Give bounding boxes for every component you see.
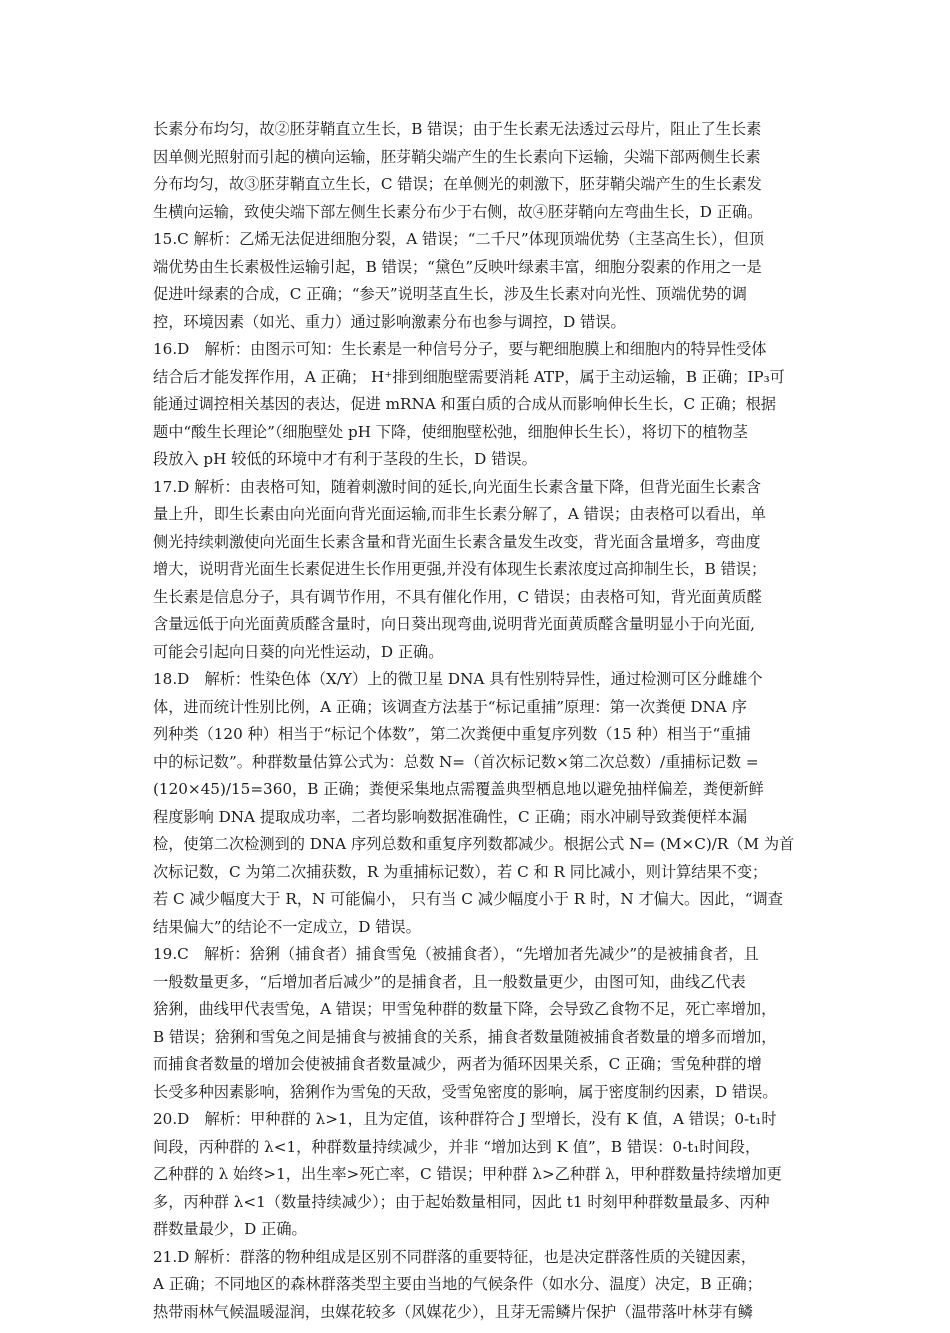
text-line: 控，环境因素（如光、重力）通过影响激素分布也参与调控，D 错误。 — [153, 312, 626, 331]
text-line: 含量远低于向光面黄质醛含量时，向日葵出现弯曲,说明背光面黄质醛含量明显小于向光面, — [153, 615, 755, 633]
text-line: 体，进而统计性别比例，A 正确；该调查方法基于“标记重捕”原理：第一次粪便 DNA 序 — [153, 697, 747, 716]
text-line: 18.D 解析：性染色体（X/Y）上的微卫星 DNA 具有性别特异性，通过检测可区分雌雄个 — [153, 670, 763, 688]
text-line: 19.C 解析：猞猁（捕食者）捕食雪兔（被捕食者），“先增加者先减少”的是被捕食者，且 — [153, 945, 759, 963]
text-line: 长受多种因素影响，猞猁作为雪兔的天敌，受雪兔密度的影响，属于密度制约因素，D 错误。 — [153, 1082, 778, 1101]
document-page — [153, 116, 799, 1326]
text-line: 20.D 解析：甲种群的 λ>1，且为定值，该种群符合 J 型增长，没有 K 值，A 错误；0-t₁时 — [153, 1110, 777, 1128]
text-line: 猞猁，曲线甲代表雪兔，A 错误；甲雪兔种群的数量下降，会导致乙食物不足，死亡率增加， — [153, 1000, 777, 1018]
text-line: 群数量最少，D 正确。 — [153, 1220, 307, 1238]
text-line: 15.C 解析：乙烯无法促进细胞分裂，A 错误；“二千尺”体现顶端优势（主茎高生长），但顶 — [153, 230, 765, 248]
text-line: 量上升，即生长素由向光面向背光面运输,而非生长素分解了，A 错误；由表格可以看出，单 — [153, 505, 766, 523]
text-line: 段放入 pH 较低的环境中才有利于茎段的生长，D 错误。 — [153, 450, 537, 468]
text-line: 热带雨林气候温暖湿润，虫媒花较多（风媒花少），且芽无需鳞片保护（温带落叶林芽有鳞 — [153, 1302, 753, 1321]
text-line: 次标记数，C 为第二次捕获数，R 为重捕标记数），若 C 和 R 同比减小，则计算结果不变； — [153, 862, 768, 881]
text-line: 侧光持续刺激使向光面生长素含量和背光面生长素含量发生改变，背光面含量增多，弯曲度 — [153, 532, 761, 551]
text-line: 17.D 解析：由表格可知，随着刺激时间的延长,向光面生长素含量下降，但背光面生长素含 — [153, 477, 761, 496]
text-line: 可能会引起向日葵的向光性运动，D 正确。 — [153, 642, 444, 661]
text-line: 乙种群的 λ 始终>1，出生率>死亡率，C 错误；甲种群 λ>乙种群 λ，甲种群数量持续增加更 — [153, 1165, 782, 1183]
text-line: 16.D 解析：由图示可知：生长素是一种信号分子，要与靶细胞膜上和细胞内的特异性受体 — [153, 340, 767, 358]
text-line: 间段，丙种群的 λ<1，种群数量持续减少，并非 “增加达到 K 值”，B 错误：0-t₁时间段， — [153, 1137, 761, 1156]
text-line: 列种类（120 种）相当于“标记个体数”，第二次粪便中重复序列数（15 种）相当于“重捕 — [153, 725, 751, 743]
text-line: 题中“酸生长理论”（细胞壁处 pH 下降，使细胞壁松弛，细胞伸长生长），将切下的植物茎 — [153, 422, 748, 441]
text-line: 因单侧光照射而引起的横向运输，胚芽鞘尖端产生的生长素向下运输，尖端下部两侧生长素 — [153, 147, 761, 166]
text-line: 能通过调控相关基因的表达，促进 mRNA 和蛋白质的合成从而影响伸长生长，C 正确；根据 — [153, 395, 776, 413]
text-line: (120×45)/15=360，B 正确；粪便采集地点需覆盖典型栖息地以避免抽样偏差，粪便新鲜 — [153, 780, 764, 798]
text-line: 21.D 解析：群落的物种组成是区别不同群落的重要特征，也是决定群落性质的关键因素， — [153, 1247, 757, 1266]
text-line: 生横向运输，致使尖端下部左侧生长素分布少于右侧，故④胚芽鞘向左弯曲生长，D 正确。 — [153, 202, 763, 221]
text-line: 结果偏大”的结论不一定成立，D 错误。 — [153, 917, 421, 936]
text-line: 结合后才能发挥作用，A 正确； H⁺排到细胞壁需要消耗 ATP，属于主动运输，B 正确；IP₃可 — [153, 367, 785, 386]
text-line: 程度影响 DNA 提取成功率，二者均影响数据准确性，C 正确；雨水冲刷导致粪便样本漏 — [153, 807, 748, 826]
text-line: 长素分布均匀，故②胚芽鞘直立生长，B 错误；由于生长素无法透过云母片，阻止了生长素 — [153, 120, 762, 138]
text-line: A 正确；不同地区的森林群落类型主要由当地的气候条件（如水分、温度）决定，B 正确； — [153, 1275, 762, 1293]
text-line: 一般数量更多，“后增加者后减少”的是捕食者，且一般数量更少，由图可知，曲线乙代表 — [153, 972, 746, 991]
text-line: 检，使第二次检测到的 DNA 序列总数和重复序列数都减少。根据公式 N= (M×C)/R（M 为首 — [153, 835, 795, 853]
text-line: 促进叶绿素的合成，C 正确；“参天”说明茎直生长，涉及生长素对向光性、顶端优势的调 — [153, 285, 747, 303]
text-line: 中的标记数”。种群数量估算公式为：总数 N=（首次标记数×第二次总数）/重捕标记数 = — [153, 752, 759, 771]
text-line: 若 C 减少幅度大于 R，N 可能偏小， 只有当 C 减少幅度小于 R 时，N 才偏大。因此，“调查 — [153, 890, 783, 908]
text-line: 多，丙种群 λ<1（数量持续减少）；由于起始数量相同，因此 t1 时刻甲种群数量最多、丙种 — [153, 1192, 770, 1211]
text-line: 端优势由生长素极性运输引起，B 错误；“黛色”反映叶绿素丰富，细胞分裂素的作用之一是 — [153, 257, 762, 276]
text-line: 分布均匀，故③胚芽鞘直立生长，C 错误；在单侧光的刺激下，胚芽鞘尖端产生的生长素发 — [153, 175, 762, 193]
text-line: 增大，说明背光面生长素促进生长作用更强,并没有体现生长素浓度过高抑制生长，B 错误； — [153, 560, 767, 578]
text-line: 而捕食者数量的增加会使被捕食者数量减少，两者为循环因果关系，C 正确；雪兔种群的增 — [153, 1055, 762, 1073]
text-line: 生长素是信息分子，具有调节作用，不具有催化作用，C 错误；由表格可知，背光面黄质醛 — [153, 587, 762, 606]
text-line: B 错误；猞猁和雪兔之间是捕食与被捕食的关系，捕食者数量随被捕食者数量的增多而增加， — [153, 1027, 777, 1046]
